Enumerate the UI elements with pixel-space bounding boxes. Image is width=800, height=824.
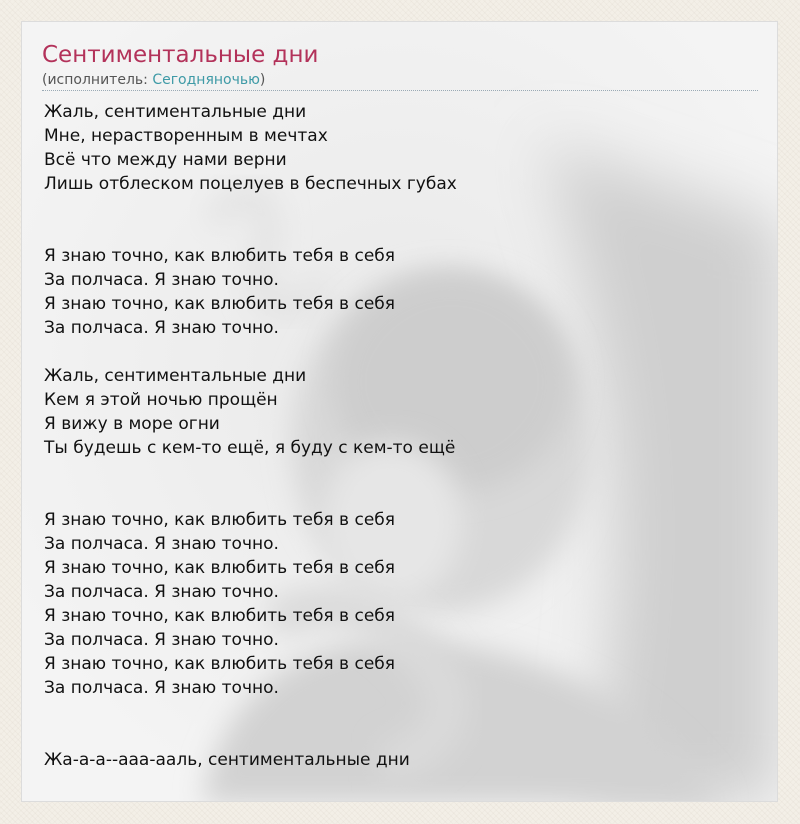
lyric-line: Я знаю точно, как влюбить тебя в себя [44, 654, 395, 674]
lyric-line: Жаль, сентиментальные дни [44, 366, 307, 386]
artist-suffix: ) [259, 72, 266, 88]
lyric-line: За полчаса. Я знаю точно. [44, 318, 279, 338]
lyric-line: За полчаса. Я знаю точно. [44, 270, 279, 290]
artist-link[interactable]: Сегодняночью [152, 72, 260, 88]
lyric-line [44, 196, 764, 220]
artist-prefix: (исполнитель: [42, 72, 153, 88]
lyric-line: Ты будешь с кем-то ещё, я буду с кем-то ещё [44, 438, 456, 458]
song-title: Сентиментальные дни [42, 42, 319, 68]
lyrics-text [44, 100, 764, 772]
lyric-line: Я знаю точно, как влюбить тебя в себя [44, 246, 395, 266]
lyric-line: Лишь отблеском поцелуев в беспечных губах [44, 174, 457, 194]
lyric-line: Жаль, сентиментальные дни [44, 102, 307, 122]
lyric-line [44, 340, 764, 364]
lyric-line: Кем я этой ночью прощён [44, 390, 278, 410]
lyric-line: Всё что между нами верни [44, 150, 287, 170]
lyric-line: За полчаса. Я знаю точно. [44, 582, 279, 602]
lyric-line: Жа-а-а--ааа-ааль, сентиментальные дни [44, 750, 410, 770]
lyric-line: Я знаю точно, как влюбить тебя в себя [44, 558, 395, 578]
lyric-line [44, 484, 764, 508]
lyric-line: Я знаю точно, как влюбить тебя в себя [44, 510, 395, 530]
lyric-line [44, 460, 764, 484]
lyric-line: За полчаса. Я знаю точно. [44, 534, 279, 554]
lyric-line: За полчаса. Я знаю точно. [44, 678, 279, 698]
lyric-line: Я знаю точно, как влюбить тебя в себя [44, 294, 395, 314]
lyric-line [44, 724, 764, 748]
lyric-line: За полчаса. Я знаю точно. [44, 630, 279, 650]
lyrics-card [21, 21, 778, 802]
artist-line [42, 70, 265, 90]
lyric-line: Я знаю точно, как влюбить тебя в себя [44, 606, 395, 626]
lyric-line [44, 700, 764, 724]
lyrics-content [22, 22, 778, 802]
title-divider [42, 90, 758, 91]
lyric-line [44, 220, 764, 244]
lyric-line: Я вижу в море огни [44, 414, 220, 434]
lyric-line: Мне, нерастворенным в мечтах [44, 126, 328, 146]
